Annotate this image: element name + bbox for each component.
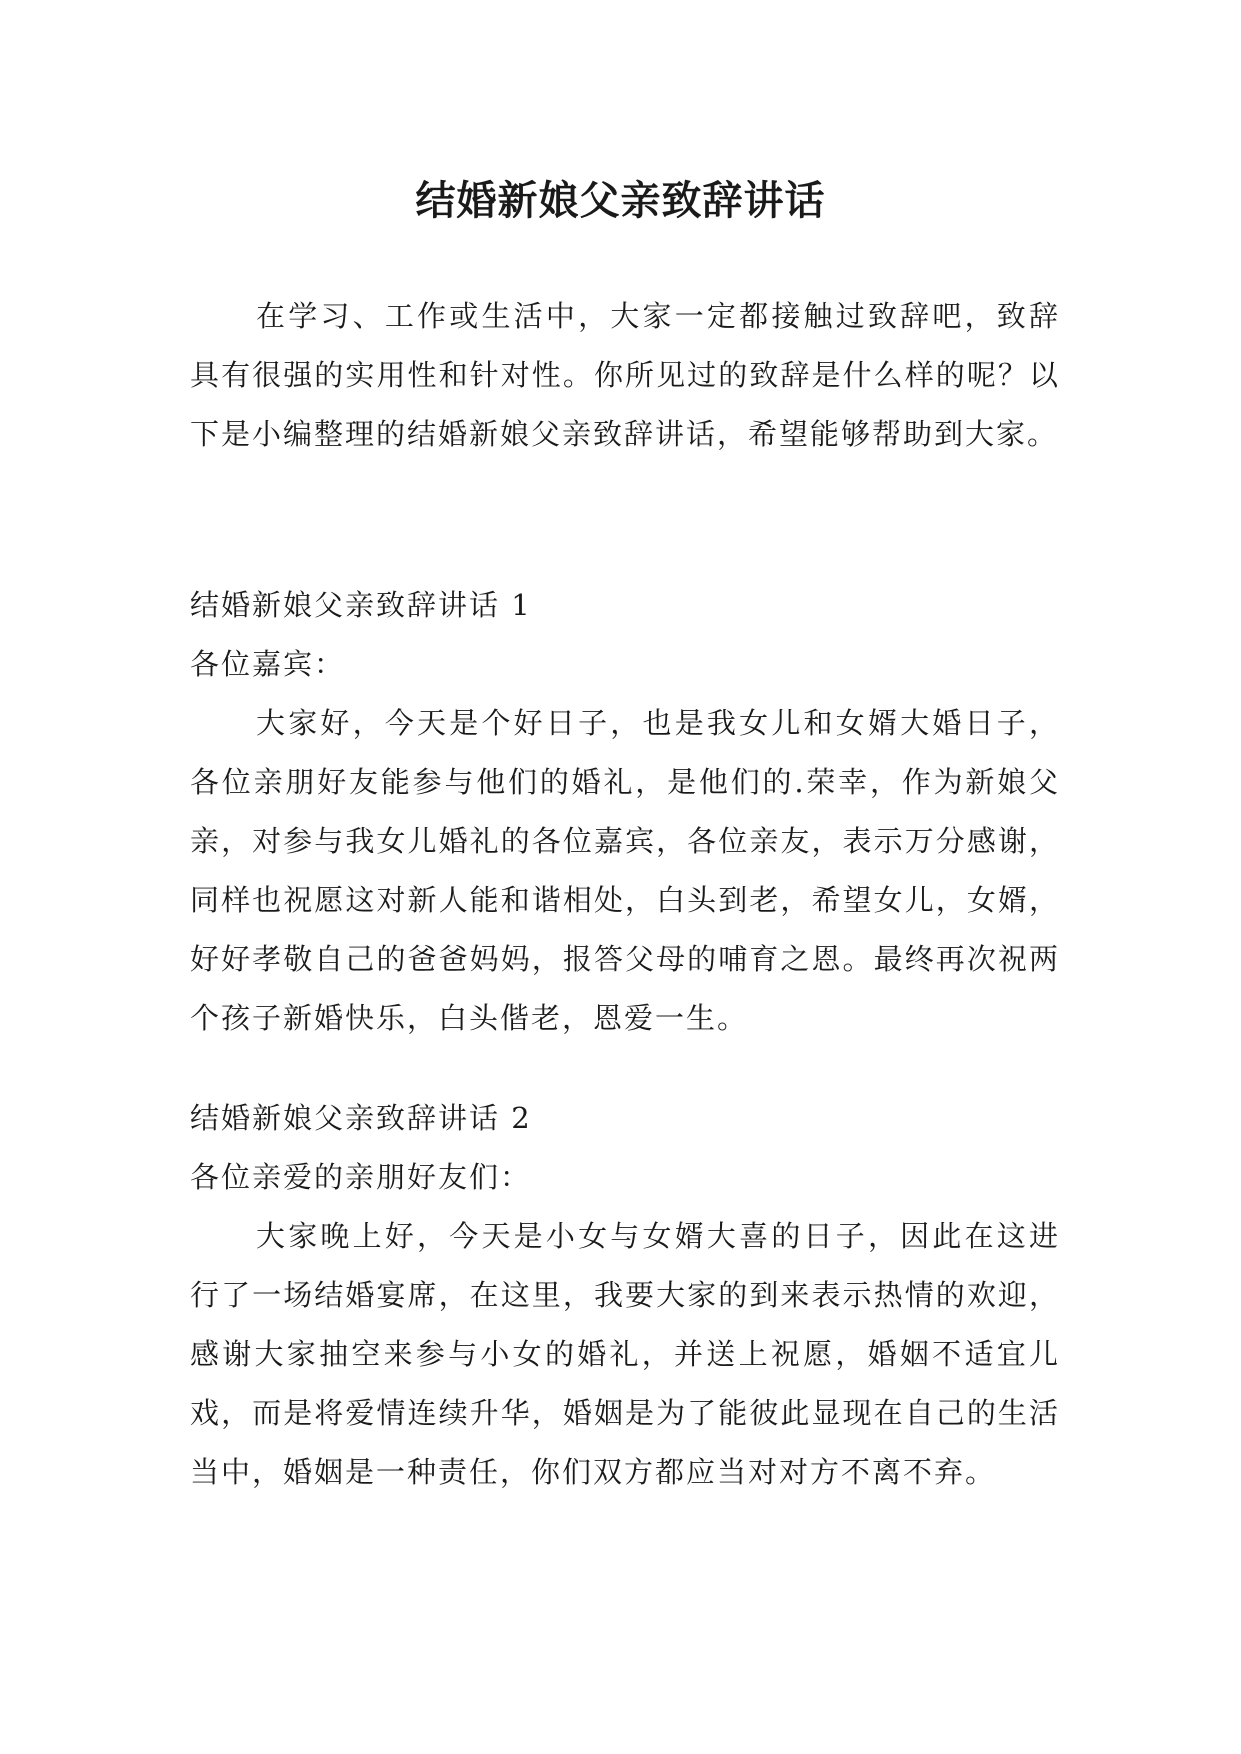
section-salutation: 各位亲爱的亲朋好友们： [190,1160,532,1194]
section-2 [190,1089,1060,1502]
page-title: 结婚新娘父亲致辞讲话 [415,176,826,224]
section-salutation: 各位嘉宾： [190,647,346,681]
intro-paragraph: 在学习、工作或生活中，大家一定都接触过致辞吧，致辞具有很强的实用性和针对性。你所见过的致辞是什么样的呢？以下是小编整理的结婚新娘父亲致辞讲话，希望能够帮助到大家。 [190,299,1060,451]
section-heading: 结婚新娘父亲致辞讲话 1 [190,588,532,622]
intro-paragraph-block [190,287,1060,464]
section-body: 大家晚上好，今天是小女与女婿大喜的日子，因此在这进行了一场结婚宴席，在这里，我要大家的到来表示热情的欢迎，感谢大家抽空来参与小女的婚礼，并送上祝愿，婚姻不适宜儿戏，而是将爱情连续升华，婚姻是为了能彼此显现在自己的生活当中，婚姻是一种责任，你们双方都应当对对方不离不弃。 [190,1219,1060,1489]
section-body: 大家好，今天是个好日子，也是我女儿和女婿大婚日子，各位亲朋好友能参与他们的婚礼，是他们的.荣幸，作为新娘父亲，对参与我女儿婚礼的各位嘉宾，各位亲友，表示万分感谢，同样也祝愿这对新人能和谐相处，白头到老，希望女儿，女婿，好好孝敬自己的爸爸妈妈，报答父母的哺育之恩。最终再次祝两个孩子新婚快乐，白头偕老，恩爱一生。 [190,706,1060,1035]
section-1 [190,576,1060,1048]
section-heading: 结婚新娘父亲致辞讲话 2 [190,1101,532,1135]
